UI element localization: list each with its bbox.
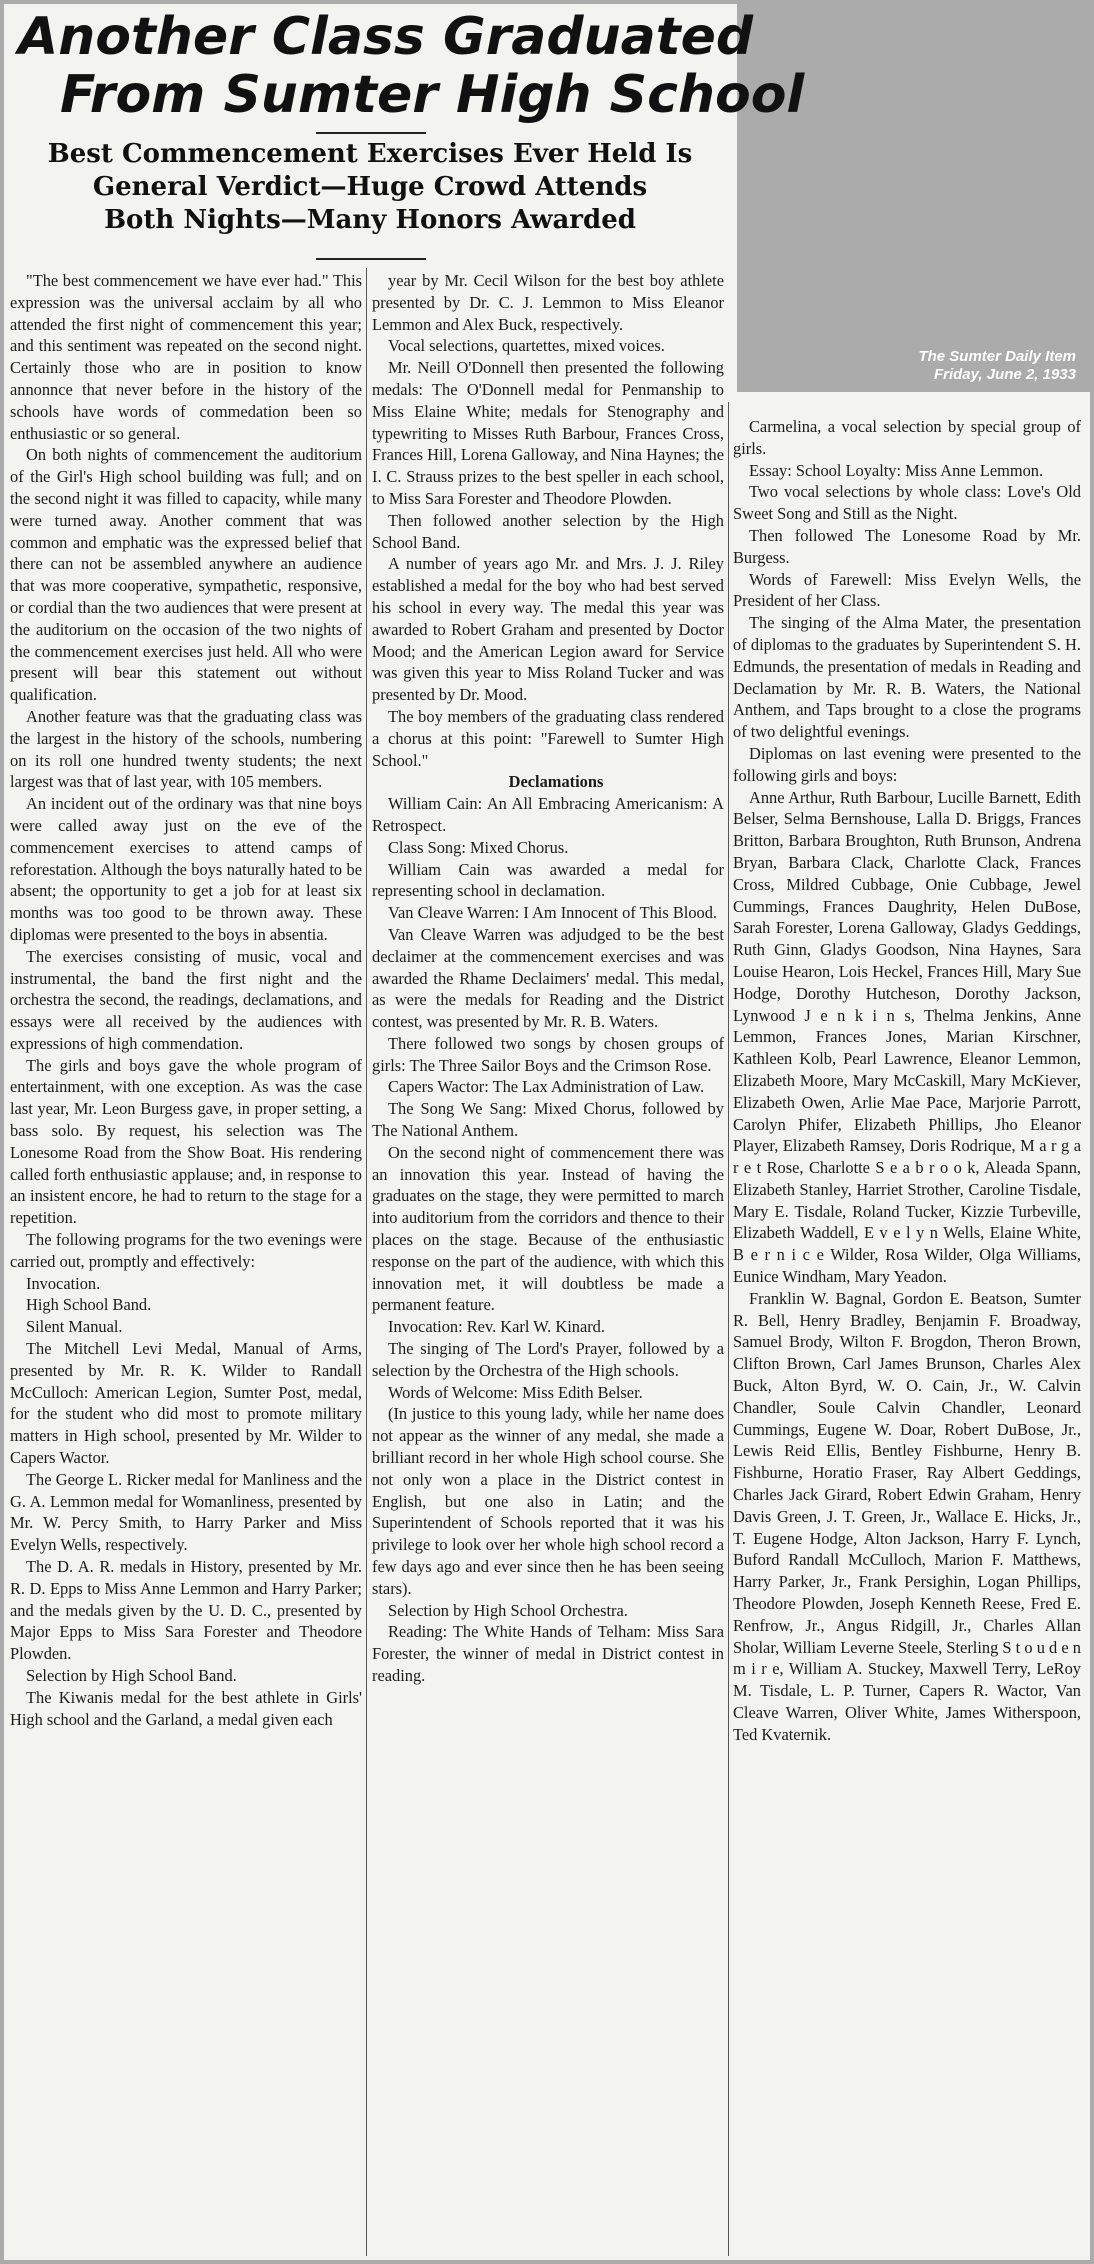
- article-paragraph: The exercises consisting of music, vocal and instrumental, the band the first night and the orchestra the second, the readings, declamations, and essays were all received by the audiences with expressions of high commendation.: [10, 946, 362, 1053]
- subheadline-line-3: Both Nights—Many Honors Awarded: [104, 205, 636, 235]
- article-paragraph: Reading: The White Hands of Telham: Miss Sara Forester, the winner of medal in District contest in reading.: [372, 1622, 724, 1685]
- subheadline-line-2: General Verdict—Huge Crowd Attends: [92, 172, 648, 202]
- article-paragraph: William Cain was awarded a medal for representing school in declamation.: [372, 859, 724, 901]
- article-paragraph: The singing of the Alma Mater, the presentation of diplomas to the graduates by Superintendent S. H. Edmunds, the presentation of medals in Reading and Declamation by Mr. R. B. Waters, the National Anthem, and Taps brought to a close the programs of two delightful evenings.: [733, 613, 1081, 742]
- article-paragraph: Selection by High School Band.: [26, 1666, 237, 1685]
- source-name: The Sumter Daily Item: [918, 348, 1076, 365]
- article-paragraph: (In justice to this young lady, while her name does not appear as the winner of any medal, she made a brilliant record in her whole High school course. She not only won a place in the District contest in English, but one also in Latin; and the Superintendent of Schools reported that it was his privilege to look over her whole high school record a few days ago and ever since then he has been seeing stars).: [372, 1404, 724, 1598]
- article-paragraph: William Cain: An All Embracing Americanism: A Retrospect.: [372, 794, 724, 835]
- headline-line-1: Another Class Graduated: [18, 7, 754, 67]
- article-paragraph: The girls and boys gave the whole program of entertainment, with one exception. As was the case last year, Mr. Leon Burgess gave, in proper setting, a bass solo. By request, his selection was The Lonesome Road from the Show Boat. His rendering called forth enthusiastic applause; and, in response to an insistent encore, he had to return to the stage for a repetition.: [10, 1055, 362, 1228]
- article-paragraph: "The best commencement we have ever had." This expression was the universal acclaim by all who attended the first night of commencement this year; and this sentiment was repeated on the second night. Certainly those who are in position to know annonnce that never before in the history of the schools have words of commedation been so enthusiastic or so general.: [10, 271, 362, 443]
- article-paragraph: Then followed The Lonesome Road by Mr. Burgess.: [733, 525, 1081, 567]
- article-paragraph: Mr. Neill O'Donnell then presented the following medals: The O'Donnell medal for Penmanship to Miss Elaine White; medals for Stenography and typewriting to Misses Ruth Barbour, Frances Cross, Frances Hill, Lorena Galloway, and Nina Haynes; the I. C. Strauss prizes to the best speller in each school, to Miss Sara Forester and Theodore Plowden.: [372, 358, 724, 508]
- article-paragraph: Essay: School Loyalty: Miss Anne Lemmon.: [749, 460, 1044, 480]
- article-paragraph: The following programs for the two evenings were carried out, promptly and effectively:: [10, 1230, 362, 1271]
- article-paragraph: The Kiwanis medal for the best athlete in Girls' High school and the Garland, a medal given each: [10, 1687, 362, 1729]
- article-paragraph: Invocation.: [26, 1273, 101, 1293]
- headline-rule: [316, 132, 426, 134]
- article-paragraph: On the second night of commencement there was an innovation this year. Instead of having the graduates on the stage, they were permitted to march into auditorium from the corridors and thence to their places on the stage. Because of the enthusiastic response on the part of the audience, with which this innovation met, it will doubtless be made a permanent feature.: [372, 1142, 724, 1315]
- article-paragraph: The D. A. R. medals in History, presented by Mr. R. D. Epps to Miss Anne Lemmon and Harry Parker; and the medals given by the U. D. C., presented by Major Epps to Miss Sara Forester and Theodore Plowden.: [10, 1557, 362, 1664]
- source-date: Friday, June 2, 1933: [933, 366, 1076, 383]
- article-paragraph: Anne Arthur, Ruth Barbour, Lucille Barnett, Edith Belser, Selma Bernshouse, Lalla D. Briggs, Frances Britton, Barbara Broughton, Ruth Brunson, Andrena Bryan, Barbara Clack, Charlotte Clack, Frances Cross, Mildred Cubbage, Onie Cubbage, Jewel Cummings, Frances Daughrity, Helen DuBose, Sarah Forester, Lorena Galloway, Gladys Geddings, Ruth Ginn, Gladys Goodson, Nina Haynes, Sara Louise Hearon, Lois Heckel, Frances Hill, Mary Sue Hodge, Dorothy Hutcheson, Dorothy Jackson, Lynwood J e n k i n s, Thelma Jenkins, Anne Lemmon, Frances Jones, Marian Kirschner, Kathleen Kolb, Pearl Lawrence, Eleanor Lemmon, Elizabeth Moore, Mary McCaskill, Mary McKiever, Elizabeth Owen, Arlie Mae Pace, Marjorie Parrott, Carolyn Phifer, Elizabeth Phillips, Jho Eleanor Player, Elizabeth Ramsey, Doris Rodrique, M a r g a r e t Rose, Charlotte S e a b r o o k, Aleada Spann, Elizabeth Stanley, Harriet Strother, Caroline Tisdale, Mary E. Tisdale, Roland Tucker, Kizzie Turbeville, Elizabeth Waddell, E v e l y n Wells, Elaine White, B e r n i c e Wilder, Rosa Wilder, Olga Williams, Eunice Windham, Mary Yeadon.: [733, 787, 1081, 1287]
- article-paragraph: Words of Welcome: Miss Edith Belser.: [388, 1382, 643, 1402]
- article-paragraph: year by Mr. Cecil Wilson for the best boy athlete presented by Dr. C. J. Lemmon to Miss Eleanor Lemmon and Alex Buck, respectively.: [372, 271, 724, 334]
- article-paragraph: On both nights of commencement the auditorium of the Girl's High school building was full; and on the second night it was filled to capacity, while many were turned away. Another comment that was common and emphatic was the expressed belief that there can not be assembled anywhere an audience that was more cooperative, sympathetic, responsive, or cordial than the two audiences that were present at the auditorium on the occasion of the two nights of the commencement exercises just held. All who were present will bear this statement out without qualification.: [10, 445, 362, 705]
- article-paragraph: An incident out of the ordinary was that nine boys were called away just on the eve of the commencement exercises to attend camps of reforestation. Although the boys naturally hated to be absent; the opportunity to get a job for at least six months was too good to be thrown away. These diplomas were presented to the boys in absentia.: [10, 794, 362, 944]
- column-divider-1: [366, 268, 367, 2256]
- article-paragraph: The Mitchell Levi Medal, Manual of Arms, presented by Mr. R. K. Wilder to Randall McCulloch: American Legion, Sumter Post, medal, for the student who did most to promote military matters in High school, presented by Mr. Wilder to Capers Wactor.: [10, 1339, 362, 1468]
- article-paragraph: Another feature was that the graduating class was the largest in the history of the schools, numbering on its roll one hundred twenty students; the next largest was that of last year, with 105 members.: [10, 706, 362, 792]
- article-paragraph: Invocation: Rev. Karl W. Kinard.: [388, 1317, 605, 1337]
- article-paragraph: Selection by High School Orchestra.: [388, 1600, 628, 1620]
- source-caption: [840, 348, 1076, 384]
- subheadline-line-1: Best Commencement Exercises Ever Held Is: [47, 139, 693, 169]
- article-paragraph: High School Band.: [26, 1295, 152, 1315]
- article-paragraph: Then followed another selection by the High School Band.: [372, 510, 724, 552]
- article-paragraph: Van Cleave Warren: I Am Innocent of This Blood.: [388, 903, 718, 923]
- article-paragraph: Franklin W. Bagnal, Gordon E. Beatson, Sumter R. Bell, Henry Bradley, Benjamin F. Broadway, Samuel Brody, Wilton F. Brogdon, Theron Brown, Clifton Brown, Carl James Brunson, Charles Alex Buck, Alton Byrd, W. O. Cain, Jr., W. Calvin Chandler, Soule Calvin Chandler, Leonard Cummings, Eugene W. Doar, Robert DuBose, Jr., Lewis Reid Ellis, Bentley Fishburne, Henry B. Fishburne, Horatio Fraser, Ray Albert Geddings, Charles Jack Girard, Robert Edwin Graham, Henry Davis Green, J. T. Green, Jr., Wallace E. Hicks, Jr., T. Eugene Hodge, Alton Jackson, Harry F. Lynch, Buford Randall McCulloch, Marion F. Matthews, Harry Parker, Jr., Frank Persighin, Logan Phillips, Theodore Plowden, Joseph Kenneth Reese, Fred E. Renfrow, Jr., Angus Ridgill, Jr., Charles Allan Sholar, William Leverne Steele, Sterling S t o u d e n m i r e, William A. Stuckey, Maxwell Terry, LeRoy M. Tisdale, L. P. Turner, Capers R. Wactor, Van Cleave Warren, Oliver White, James Witherspoon, Ted Kvaternik.: [733, 1288, 1081, 1744]
- article-paragraph: The boy members of the graduating class rendered a chorus at this point: "Farewell to Sumter High School.": [372, 706, 724, 770]
- subheadline: [10, 138, 730, 237]
- article-paragraph: Diplomas on last evening were presented to the following girls and boys:: [733, 743, 1081, 785]
- article-paragraph: There followed two songs by chosen groups of girls: The Three Sailor Boys and the Crimson Rose.: [372, 1033, 724, 1075]
- article-column-3: [733, 416, 1081, 1746]
- article-paragraph: Van Cleave Warren was adjudged to be the best declaimer at the commencement exercises and was awarded the Rhame Declaimers' medal. This medal, as were the medals for Reading and the District contest, was presented by Mr. R. B. Waters.: [372, 924, 724, 1032]
- column-divider-2: [728, 402, 729, 2256]
- article-paragraph: Silent Manual.: [26, 1317, 123, 1337]
- subheadline-rule: [316, 258, 426, 260]
- article-paragraph: The singing of The Lord's Prayer, followed by a selection by the Orchestra of the High schools.: [372, 1339, 724, 1380]
- headline-line-2: From Sumter High School: [60, 65, 805, 125]
- article-paragraph: Class Song: Mixed Chorus.: [388, 837, 569, 857]
- article-paragraph: Words of Farewell: Miss Evelyn Wells, the President of her Class.: [733, 569, 1081, 611]
- section-subhead: Declamations: [508, 772, 604, 792]
- article-column-1: [10, 270, 362, 1730]
- article-paragraph: Two vocal selections by whole class: Love's Old Sweet Song and Still as the Night.: [733, 482, 1081, 524]
- article-paragraph: Capers Wactor: The Lax Administration of Law.: [388, 1077, 705, 1097]
- article-paragraph: The George L. Ricker medal for Manliness and the G. A. Lemmon medal for Womanliness, presented by Mr. W. Percy Smith, to Harry Parker and Miss Evelyn Wells, respectively.: [10, 1469, 362, 1555]
- article-paragraph: Carmelina, a vocal selection by special group of girls.: [733, 417, 1081, 458]
- article-paragraph: Vocal selections, quartettes, mixed voices.: [388, 336, 665, 356]
- article-paragraph: The Song We Sang: Mixed Chorus, followed by The National Anthem.: [372, 1099, 724, 1141]
- article-column-2: [372, 270, 724, 1687]
- article-paragraph: A number of years ago Mr. and Mrs. J. J. Riley established a medal for the boy who had best served his school in every way. The medal this year was awarded to Robert Graham and presented by Doctor Mood; and the American Legion award for Service was given this year to Miss Roland Tucker and was presented by Dr. Mood.: [372, 554, 724, 705]
